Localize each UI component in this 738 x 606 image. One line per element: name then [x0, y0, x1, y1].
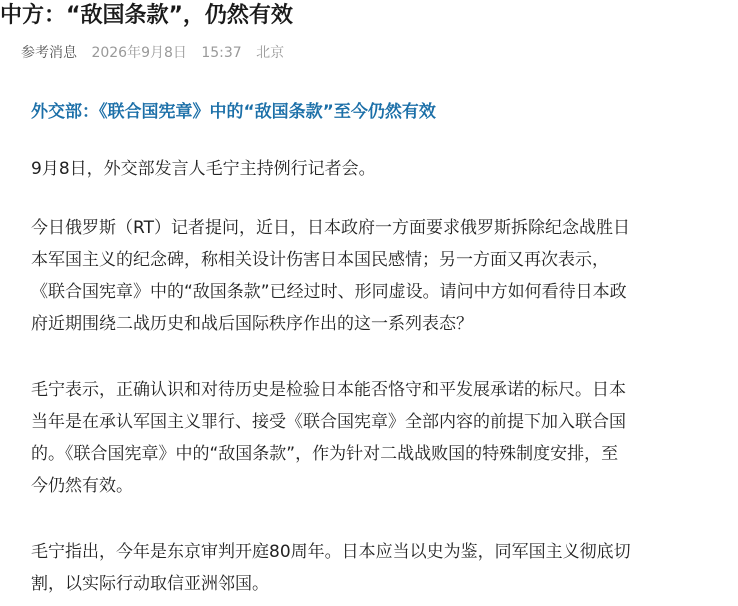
paragraph-2	[31, 212, 703, 340]
paragraph-line: 府近期围绕二战历史和战后国际秩序作出的这一系列表态？	[31, 314, 473, 334]
source-link[interactable]: 参考消息	[21, 45, 77, 61]
paragraph-line: 的。《联合国宪章》中的“敌国条款”，作为针对二战战败国的特殊制度安排，至	[31, 444, 619, 464]
article-meta	[21, 43, 284, 63]
paragraph-4	[31, 536, 703, 600]
paragraph-line: 今日俄罗斯（RT）记者提问，近日，日本政府一方面要求俄罗斯拆除纪念战胜日	[31, 218, 630, 238]
paragraph-line: 9月8日，外交部发言人毛宁主持例行记者会。	[31, 159, 376, 179]
paragraph-line: 毛宁表示，正确认识和对待历史是检验日本能否恪守和平发展承诺的标尺。日本	[31, 380, 626, 400]
paragraph-line: 毛宁指出，今年是东京审判开庭80周年。日本应当以史为鉴，同军国主义彻底切	[31, 542, 631, 562]
publish-date: 2026年9月8日	[91, 45, 187, 61]
paragraph-line: 《联合国宪章》中的“敌国条款”已经过时、形同虚设。请问中方如何看待日本政	[31, 282, 627, 302]
article-subhead: 外交部：《联合国宪章》中的“敌国条款”至今仍然有效	[31, 102, 436, 122]
paragraph-line: 当年是在承认军国主义罪行、接受《联合国宪章》全部内容的前提下加入联合国	[31, 412, 626, 432]
publish-time: 15:37	[201, 45, 242, 61]
paragraph-line: 本军国主义的纪念碑，称相关设计伤害日本国民感情；另一方面又再次表示，	[31, 250, 609, 270]
dateline-location: 北京	[256, 45, 285, 61]
paragraph-1	[31, 153, 703, 185]
paragraph-line: 割，以实际行动取信亚洲邻国。	[31, 574, 269, 594]
article-headline: 中方：“敌国条款”，仍然有效	[0, 3, 293, 28]
paragraph-3	[31, 374, 703, 502]
paragraph-line: 今仍然有效。	[31, 476, 133, 496]
